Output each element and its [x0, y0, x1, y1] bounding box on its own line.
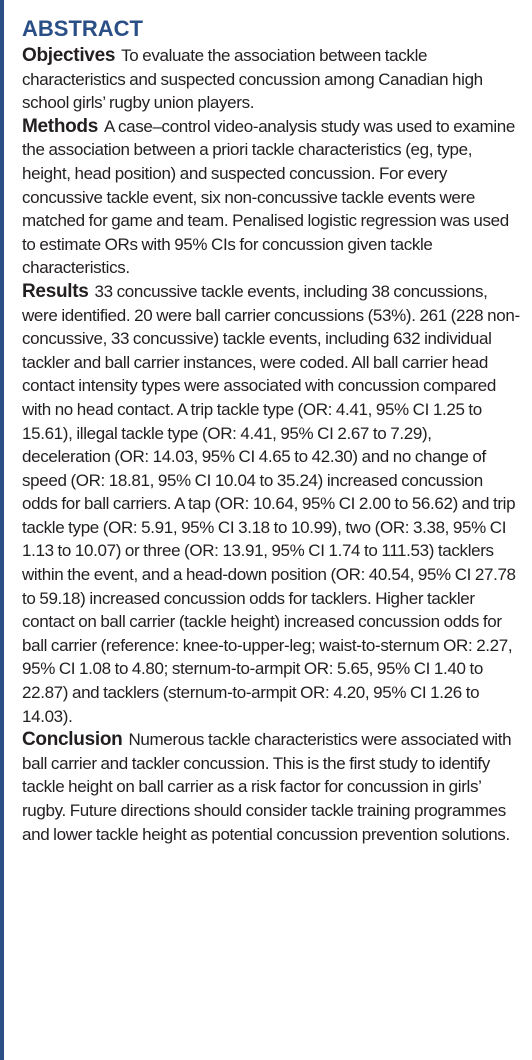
results-section: [22, 280, 522, 728]
conclusion-title: Conclusion: [22, 729, 123, 751]
objectives-section: [22, 44, 522, 115]
methods-section: [22, 115, 522, 280]
methods-title: Methods: [22, 115, 99, 137]
methods-text: A case–control video-analysis study was used to examine the association between a priori tackle characteristics (eg, type, height, head position) and suspected concussion. For every concussive tackle event, six non-concussive tackle events were matched for game and team. Penalised logistic regression was used to estimate ORs with 95% CIs for concussion given tackle characteristics.: [22, 116, 515, 278]
results-text: 33 concussive tackle events, including 38 concussions, were identified. 20 were ball carrier concussions (53%). 261 (228 non-concussive, 33 concussive) tackle events, including 632 individual tackler and ball carrier instances, were coded. All ball carrier head contact intensity types were associated with concussion compared with no head contact. A trip tackle type (OR: 4.41, 95% CI 1.25 to 15.61), illegal tackle type (OR: 4.41, 95% CI 2.67 to 7.29), deceleration (OR: 14.03, 95% CI 4.65 to 42.30) and no change of speed (OR: 18.81, 95% CI 10.04 to 35.24) increased concussion odds for ball carriers. A tap (OR: 10.64, 95% CI 2.00 to 56.62) and trip tackle type (OR: 5.91, 95% CI 3.18 to 10.99), two (OR: 3.38, 95% CI 1.13 to 10.07) or three (OR: 13.91, 95% CI 1.74 to 111.53) tacklers within the event, and a head-down position (OR: 40.54, 95% CI 27.78 to 59.18) increased concussion odds for tacklers. Higher tackler contact on ball carrier (tackle height) increased concussion odds for ball carrier (reference: knee-to-upper-leg; waist-to-sternum OR: 2.27, 95% CI 1.08 to 4.80; sternum-to-armpit OR: 5.65, 95% CI 1.40 to 22.87) and tacklers (sternum-to-armpit OR: 4.20, 95% CI 1.26 to 14.03).: [22, 281, 520, 726]
objectives-title: Objectives: [22, 45, 116, 66]
objectives-text: To evaluate the association between tackle characteristics and suspected concussion among Canadian high school girls’ rugby union players.: [22, 46, 483, 113]
results-title: Results: [22, 280, 89, 302]
conclusion-section: [22, 728, 522, 846]
abstract-heading: ABSTRACT: [22, 16, 143, 41]
conclusion-text: Numerous tackle characteristics were associated with ball carrier and tackler concussion. This is the first study to identify tackle height on ball carrier as a risk factor for concussion in girls’ rugby. Future directions should consider tackle training programmes and lower tackle height as potential concussion prevention solutions.: [22, 730, 512, 844]
